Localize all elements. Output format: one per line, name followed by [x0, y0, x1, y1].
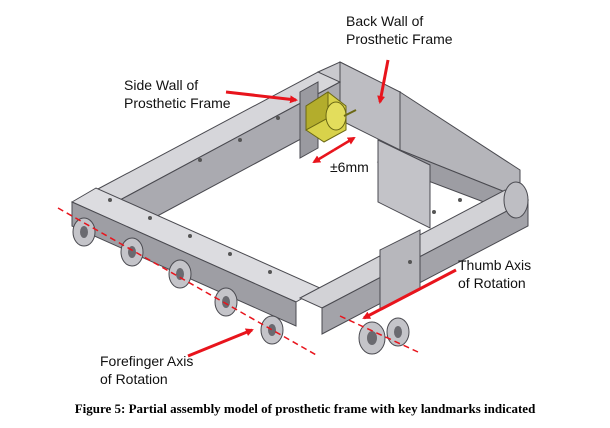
- figure-caption: Figure 5: Partial assembly model of prosthetic frame with key landmarks indicated: [74, 401, 536, 416]
- thumb-joint: [359, 318, 409, 354]
- finger-rail: [72, 188, 320, 326]
- side-wall-label-line2: Prosthetic Frame: [124, 95, 231, 111]
- forefinger-axis-label-line1: Forefinger Axis: [100, 353, 194, 369]
- back-wall-label-line2: Prosthetic Frame: [346, 31, 453, 47]
- thumb-axis-label-line2: of Rotation: [458, 275, 526, 291]
- side-wall-label-line1: Side Wall of: [124, 77, 199, 93]
- forefinger-axis-label-line2: of Rotation: [100, 371, 168, 387]
- offset-label: [330, 158, 369, 176]
- offset-label-text: ±6mm: [330, 159, 369, 175]
- finger-joint: [169, 260, 191, 288]
- forefinger-axis-label: [100, 352, 193, 388]
- finger-joint: [215, 288, 237, 316]
- offset-arrow-b: [334, 138, 354, 150]
- side-wall-label: [124, 76, 231, 112]
- finger-joint: [261, 316, 283, 344]
- thumb-axis-label: [458, 256, 531, 292]
- finger-joint: [121, 238, 143, 266]
- finger-joint: [73, 218, 95, 246]
- back-wall-label: [346, 12, 453, 48]
- back-wall-label-line1: Back Wall of: [346, 13, 424, 29]
- forefinger-axis-arrow: [188, 330, 252, 356]
- thumb-axis-label-line1: Thumb Axis: [458, 257, 532, 273]
